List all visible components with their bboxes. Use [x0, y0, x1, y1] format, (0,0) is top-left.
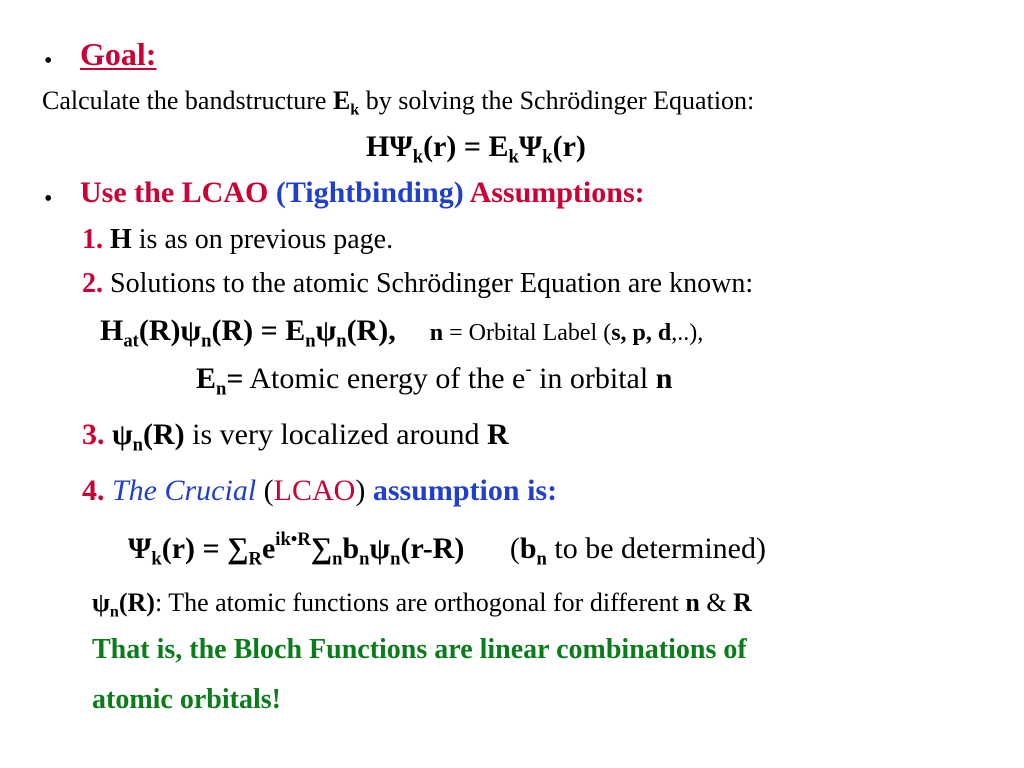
lcao-heading: Use the LCAO (Tightbinding) Assumptions: — [80, 176, 645, 209]
schrodinger-equation: $H\Psi_k(r) = E_k\Psi_k(r)$ — [366, 130, 586, 168]
goal-description: Calculate the bandstructure $E_k$ by solving the Schrödinger Equation: — [42, 86, 755, 119]
item-3: 3. $\psi_n(R)$ is very localized around R — [82, 418, 509, 456]
item-2: 2. Solutions to the atomic Schrödinger Equation are known: — [82, 268, 754, 299]
lcao-equation: $\Psi_k(r) = \sum_Re^{ik•R}\sum_nb_n\psi_n(r-R)$ ($b_n$ to be determined) — [128, 528, 766, 570]
conclusion-line-2: atomic orbitals! — [92, 684, 281, 715]
goal-heading: Goal: — [80, 36, 157, 72]
item-4: 4. The Crucial (LCAO) assumption is: — [82, 474, 558, 507]
bullet-dot: • — [44, 48, 53, 74]
item-1: 1. H is as on previous page. — [82, 224, 394, 255]
bullet-dot: • — [44, 186, 53, 212]
conclusion-line-1: That is, the Bloch Functions are linear combinations of — [92, 634, 747, 665]
orthogonality-note: $\psi_n(R)$: The atomic functions are orthogonal for different n & R — [92, 588, 752, 621]
atomic-equation: $H_{at}(R)\psi_n(R) = E_n\psi_n(R)$, n = Orbital Label (s, p, d,..), — [100, 314, 704, 352]
energy-definition: $E_n=$ Atomic energy of the e- in orbital n — [196, 358, 673, 400]
